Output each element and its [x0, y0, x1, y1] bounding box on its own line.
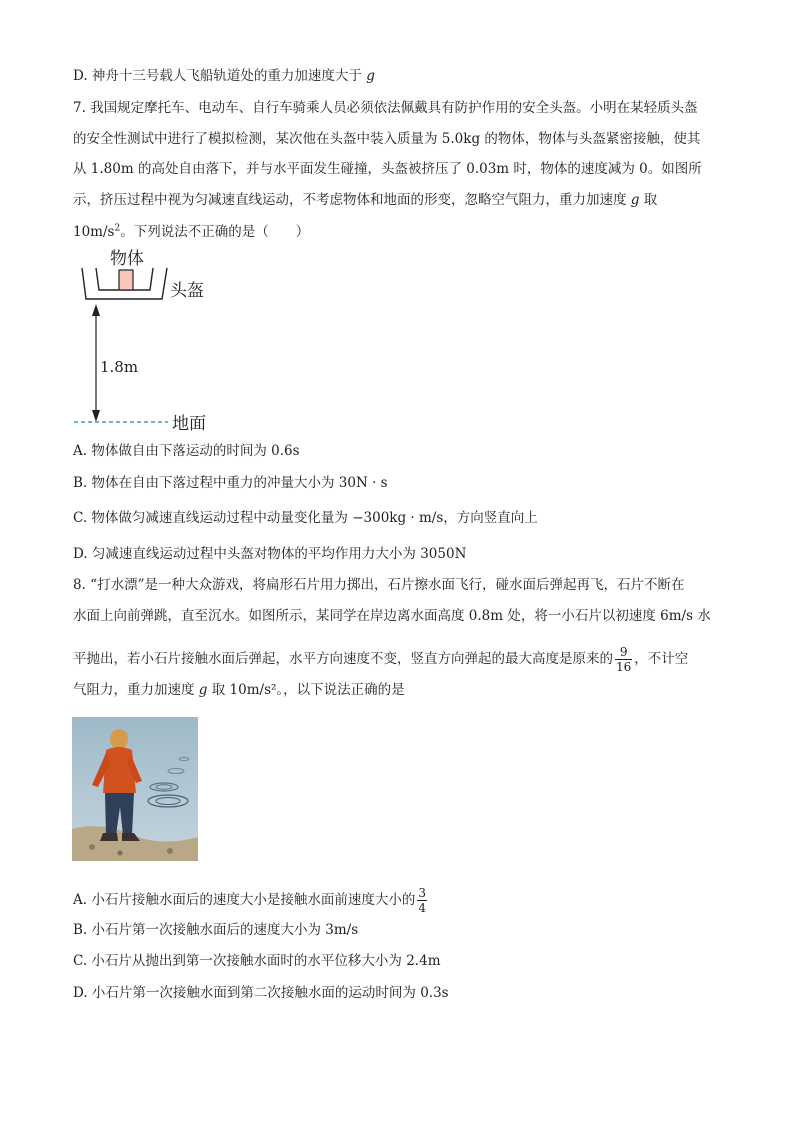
- q7-line5-tail: 。下列说法不正确的是（ ）: [120, 224, 310, 240]
- pebble: [118, 851, 123, 856]
- q8-option-b: B. 小石片第一次接触水面后的速度大小为 3m/s: [73, 922, 359, 938]
- pebble: [89, 844, 95, 850]
- q8-option-a: [73, 886, 429, 915]
- q6-option-d-text: D. 神舟十三号载人飞船轨道处的重力加速度大于: [73, 68, 362, 84]
- fraction-denominator: 16: [616, 660, 632, 674]
- q8-stem-line-2: 水面上向前弹跳，直至沉水。如图所示，某同学在岸边离水面高度 0.8m 处，将一小石片以初速度 6m/s 水: [73, 608, 711, 624]
- q7-stem-line-1: 7. 我国规定摩托车、电动车、自行车骑乘人员必须依法佩戴具有防护作用的安全头盔。小明在某轻质头盔: [73, 100, 698, 116]
- q7-line4-var: g: [630, 192, 640, 208]
- stone-skipping-illustration: [72, 717, 198, 861]
- q7-stem-line-3: 从 1.80m 的高处自由落下，并与水平面发生碰撞，头盔被挤压了 0.03m 时，物体的速度减为 0。如图所: [73, 161, 702, 177]
- fraction-numerator: 9: [615, 645, 632, 660]
- pebble: [167, 848, 173, 854]
- q6-option-d: [73, 67, 375, 85]
- q7-stem-line-5: [73, 223, 309, 241]
- q7-line4-text: 示，挤压过程中视为匀减速直线运动，不考虑物体和地面的形变，忽略空气阻力，重力加速度: [73, 192, 631, 208]
- q8-line4-text: 气阻力，重力加速度: [73, 682, 199, 698]
- q8-line3-text: 平抛出，若小石片接触水面后弹起，水平方向速度不变，竖直方向弹起的最大高度是原来的: [73, 651, 613, 667]
- fraction-denominator: 4: [418, 901, 426, 915]
- object-block: [119, 270, 133, 290]
- boy-hair: [110, 729, 128, 749]
- q7-stem-line-2: 的安全性测试中进行了模拟检测，某次他在头盔中装入质量为 5.0kg 的物体，物体与头盔紧密接触，使其: [73, 131, 701, 147]
- helmet-drop-figure: [70, 246, 240, 436]
- q6-option-d-var: g: [366, 68, 375, 84]
- q7-line4-tail: 取: [639, 192, 658, 208]
- q7-line5-text: 10m/s: [73, 224, 115, 240]
- q8-stem-line-1: 8. “打水漂”是一种大众游戏，将扁形石片用力掷出，石片擦水面飞行，碰水面后弹起再飞，石片不断在: [73, 577, 685, 593]
- q8-option-c: C. 小石片从抛出到第一次接触水面时的水平位移大小为 2.4m: [73, 953, 441, 969]
- q7-option-d: D. 匀减速直线运动过程中头盔对物体的平均作用力大小为 3050N: [73, 546, 467, 562]
- q7-option-b: B. 物体在自由下落过程中重力的冲量大小为 30N · s: [73, 475, 388, 491]
- q7-line5-sup: 2: [114, 223, 121, 234]
- q8-line4-tail: 取 10m/s²。，以下说法正确的是: [207, 682, 405, 698]
- height-label: 1.8m: [100, 358, 139, 376]
- q8-option-a-text: A. 小石片接触水面后的速度大小是接触水面前速度大小的: [73, 892, 416, 908]
- arrow-down-icon: [92, 410, 100, 422]
- q8-option-d: D. 小石片第一次接触水面到第二次接触水面的运动时间为 0.3s: [73, 985, 449, 1001]
- q7-option-a: A. 物体做自由下落运动的时间为 0.6s: [73, 443, 300, 459]
- q8-option-a-fraction: [417, 886, 427, 915]
- q8-stem-line-4: [73, 681, 405, 699]
- q7-option-c: C. 物体做匀减速直线运动过程中动量变化量为 −300kg · m/s，方向竖直向上: [73, 510, 538, 526]
- helmet-label: 头盔: [170, 281, 204, 301]
- ground-label: 地面: [172, 414, 206, 434]
- fraction-numerator: 3: [418, 886, 426, 900]
- q7-stem-line-4: [73, 191, 657, 209]
- object-label: 物体: [110, 249, 144, 269]
- arrow-up-icon: [92, 304, 100, 316]
- q8-stem-line-3: [73, 645, 688, 674]
- q8-line3-fraction: [615, 645, 632, 674]
- boy-shoe: [100, 833, 118, 841]
- q8-line4-var: g: [198, 682, 208, 698]
- q8-line3-tail: ，不计空: [634, 651, 689, 667]
